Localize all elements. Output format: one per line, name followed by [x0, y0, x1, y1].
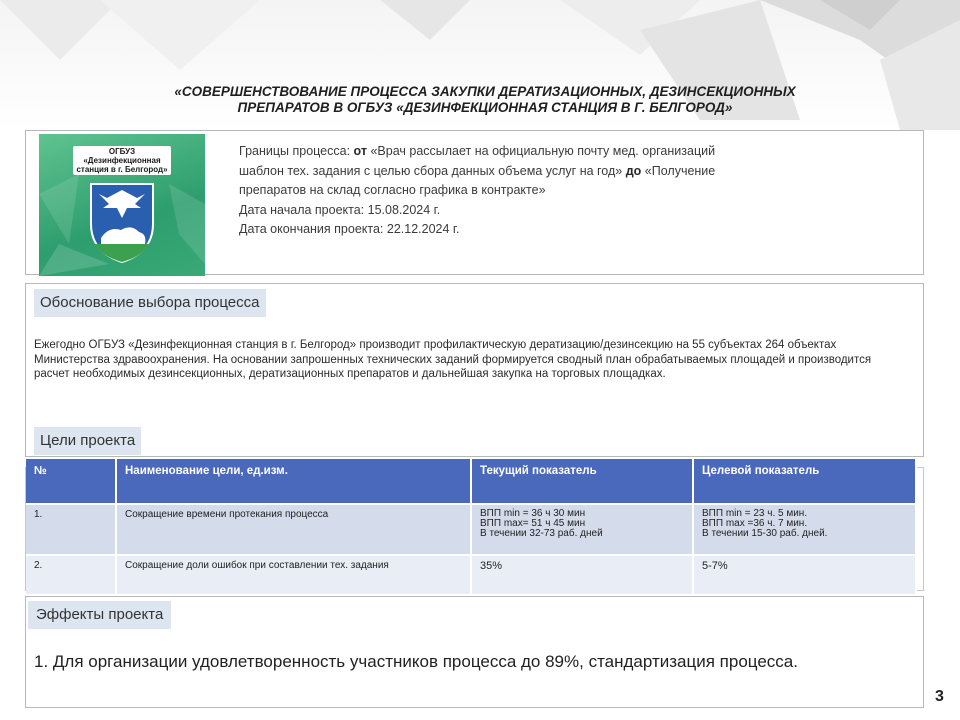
row-goal-name: Сокращение времени протекания процесса [116, 504, 471, 555]
row-current [471, 555, 693, 594]
current-line: 35% [480, 560, 503, 572]
current-line: ВПП max= 51 ч 45 мин [480, 518, 586, 529]
start-date: Дата начала проекта: 15.08.2024 г. [239, 202, 441, 217]
page-title [100, 84, 870, 116]
row-target [693, 555, 916, 594]
target-line: 5-7% [702, 560, 728, 572]
table-header-row [26, 459, 916, 504]
logo-line-1: ОГБУЗ [108, 147, 136, 156]
row-goal-name: Сокращение доли ошибок при составлении тех. задания [116, 555, 471, 594]
belgorod-coat-of-arms-icon [39, 134, 205, 276]
row-target [693, 504, 916, 555]
justification-label: Обоснование выбора процесса [34, 289, 266, 317]
justification-text: Ежегодно ОГБУЗ «Дезинфекционная станция в г. Белгород» производит профилактическую дератизацию/дезинсекцию на 55 субъектах 264 объектах Министерства здравоохранения. На основании запрошенных технических заданий формируется сводный план обрабатываемых площадей и производится расчет необходимых дезинсекционных, дератизационных препаратов и дальнейшая закупка на торговых площадках. [34, 339, 872, 380]
title-line-1: «СОВЕРШЕНСТВОВАНИЕ ПРОЦЕССА ЗАКУПКИ ДЕРАТИЗАЦИОННЫХ, ДЕЗИНСЕКЦИОННЫХ [174, 84, 796, 99]
organization-logo [39, 134, 205, 276]
header-number: № [26, 459, 116, 504]
page-number: 3 [935, 688, 944, 705]
row-current [471, 504, 693, 555]
bounds-from-word: от [353, 144, 367, 158]
bounds-label: Границы процесса: [239, 144, 351, 158]
target-line: В течении 15-30 раб. дней. [702, 528, 828, 539]
target-line: ВПП max =36 ч. 7 мин. [702, 518, 808, 529]
bounds-to-text: «Получение препаратов на склад согласно графика в контракте» [239, 163, 716, 197]
header-goal-name: Наименование цели, ед.изм. [116, 459, 471, 504]
goals-label: Цели проекта [34, 427, 141, 455]
logo-line-3: станция в г. Белгород» [76, 165, 168, 174]
bounds-to-word: до [625, 163, 642, 178]
header-current: Текущий показатель [471, 459, 693, 504]
current-line: ВПП min = 36 ч 30 мин [480, 508, 586, 519]
title-line-2: ПРЕПАРАТОВ В ОГБУЗ «ДЕЗИНФЕКЦИОННАЯ СТАНЦИЯ В Г. БЕЛГОРОД» [237, 100, 733, 115]
logo-line-2: «Дезинфекционная [83, 156, 161, 165]
effects-label: Эффекты проекта [28, 601, 171, 629]
table-row [26, 555, 916, 594]
effects-text: 1. Для организации удовлетворенность участников процесса до 89%, стандартизация процесса. [34, 652, 798, 671]
current-line: В течении 32-73 раб. дней [480, 528, 603, 539]
row-number: 1. [26, 504, 116, 555]
table-row [26, 504, 916, 555]
process-bounds-text [239, 142, 759, 240]
row-number: 2. [26, 555, 116, 594]
end-date: Дата окончания проекта: 22.12.2024 г. [239, 222, 460, 236]
target-line: ВПП min = 23 ч. 5 мин. [702, 508, 808, 519]
goals-table [26, 459, 917, 594]
bounds-from-text: «Врач рассылает на официальную почту мед. организаций шаблон тех. задания с целью сбора данных объема услуг на год» [239, 144, 716, 178]
header-target: Целевой показатель [693, 459, 916, 504]
